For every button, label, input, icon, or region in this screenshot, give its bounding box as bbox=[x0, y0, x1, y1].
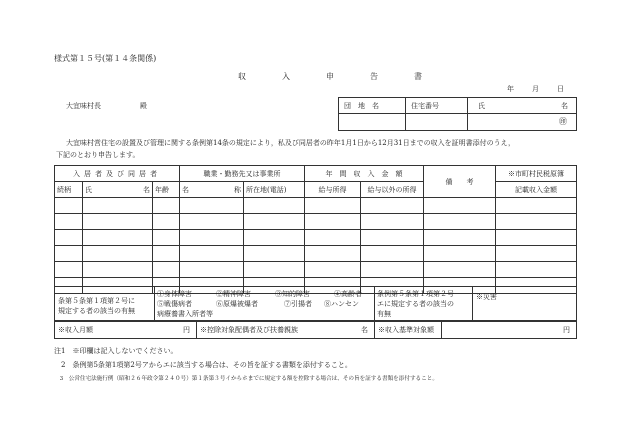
header-tax-1: ※市町村民税原簿 bbox=[496, 166, 577, 182]
deduction-label: ※控除対象配偶者及び扶養親族 bbox=[200, 326, 298, 334]
date-day: 日 bbox=[557, 85, 564, 93]
cond-item-5: ⑤戦傷病者 bbox=[157, 300, 192, 308]
cond-left-1: 条第５条第１項第２号に bbox=[58, 297, 135, 305]
addressee-honorific: 殿 bbox=[140, 102, 147, 110]
header-other-income: 給与以外の所得 bbox=[361, 182, 424, 198]
cond-left-2: 規定する者の該当の有無 bbox=[58, 307, 135, 315]
cond-item-8b: 病療養書入所者等 bbox=[157, 310, 213, 318]
cond-mid-3: 有無 bbox=[377, 310, 391, 318]
header-tax-2: 記載収入金額 bbox=[496, 182, 577, 198]
cond-disaster: ※災害 bbox=[476, 293, 497, 301]
table-row bbox=[55, 246, 577, 262]
cond-mid-1: 条例第５条第１項第２号 bbox=[377, 290, 454, 298]
note-3: 3 公営住宅法施行例（昭和２６年政令第２４０号）第１条第３号イからホまでに規定する額を控除する場合は、その旨を証する書類を添付すること。 bbox=[54, 376, 438, 382]
header-remarks: 備 考 bbox=[424, 166, 496, 198]
date-month: 月 bbox=[532, 85, 539, 93]
header-income: 年 間 収 入 金 額 bbox=[305, 166, 424, 182]
header-age: 年齢 bbox=[153, 182, 180, 198]
header-name-2: 名 bbox=[143, 185, 150, 194]
cond-mid-2: エに規定する者の該当の bbox=[377, 300, 454, 308]
date-year: 年 bbox=[507, 85, 514, 93]
table-row bbox=[55, 262, 577, 278]
persons-label: 名 bbox=[361, 326, 368, 334]
cond-item-3: ③知的障害 bbox=[275, 290, 310, 298]
note-2: 2 条例第5条第1項第2号アからエに該当する場合は、その旨を証する書類を添付すること。 bbox=[54, 361, 352, 369]
addressee-name: 大宜味村長 bbox=[66, 102, 101, 110]
label-room: 住宅番号 bbox=[411, 102, 439, 110]
header-residents: 入居者及び同居者 bbox=[55, 166, 180, 182]
cond-item-6: ⑥原爆被爆者 bbox=[216, 300, 258, 308]
income-table bbox=[54, 165, 577, 294]
bottom-row bbox=[54, 320, 577, 339]
yen-label-1: 円 bbox=[183, 326, 190, 334]
header-location: 所在地(電話) bbox=[244, 182, 305, 198]
cond-item-8: ⑧ハンセン bbox=[324, 300, 359, 308]
intro-line-2: 下記のとおり申告します。 bbox=[56, 151, 140, 159]
base-income-label: ※収入基準対象額 bbox=[378, 326, 434, 334]
header-occ-name-1: 名 bbox=[182, 185, 189, 194]
label-name-1: 氏 bbox=[478, 102, 485, 110]
seal-mark: ㊞ bbox=[559, 117, 567, 126]
cond-item-2: ②精神障害 bbox=[216, 290, 251, 298]
header-salary: 給与所得 bbox=[305, 182, 361, 198]
header-occupation: 職業・勤務先又は事業所 bbox=[180, 166, 305, 182]
label-complex: 団 地 名 bbox=[344, 102, 379, 110]
intro-line-1: 大宜味村営住宅の設置及び管理に関する条例第14条の規定により，私及び同居者の昨年1月1日から12月31日までの収入を証明書添付のうえ， bbox=[66, 139, 516, 147]
form-number: 様式第１５号(第１４条関係) bbox=[54, 54, 157, 63]
cond-item-1: ①身体障害 bbox=[157, 290, 192, 298]
form-title: 収 入 申 告 書 bbox=[238, 72, 436, 81]
header-occ-name-2: 称 bbox=[234, 185, 241, 194]
header-relation: 続柄 bbox=[55, 182, 83, 198]
label-name-2: 名 bbox=[561, 102, 568, 110]
cond-item-4: ④高齢者 bbox=[334, 290, 362, 298]
cond-item-7: ⑦引揚者 bbox=[284, 300, 312, 308]
header-name-1: 氏 bbox=[85, 185, 92, 194]
table-row bbox=[55, 198, 577, 214]
table-row bbox=[55, 230, 577, 246]
yen-label-2: 円 bbox=[563, 326, 570, 334]
table-row bbox=[55, 214, 577, 230]
note-1: 注1 ※印欄は記入しないでください。 bbox=[54, 347, 178, 355]
entry-month-label: ※収入月額 bbox=[58, 326, 93, 334]
